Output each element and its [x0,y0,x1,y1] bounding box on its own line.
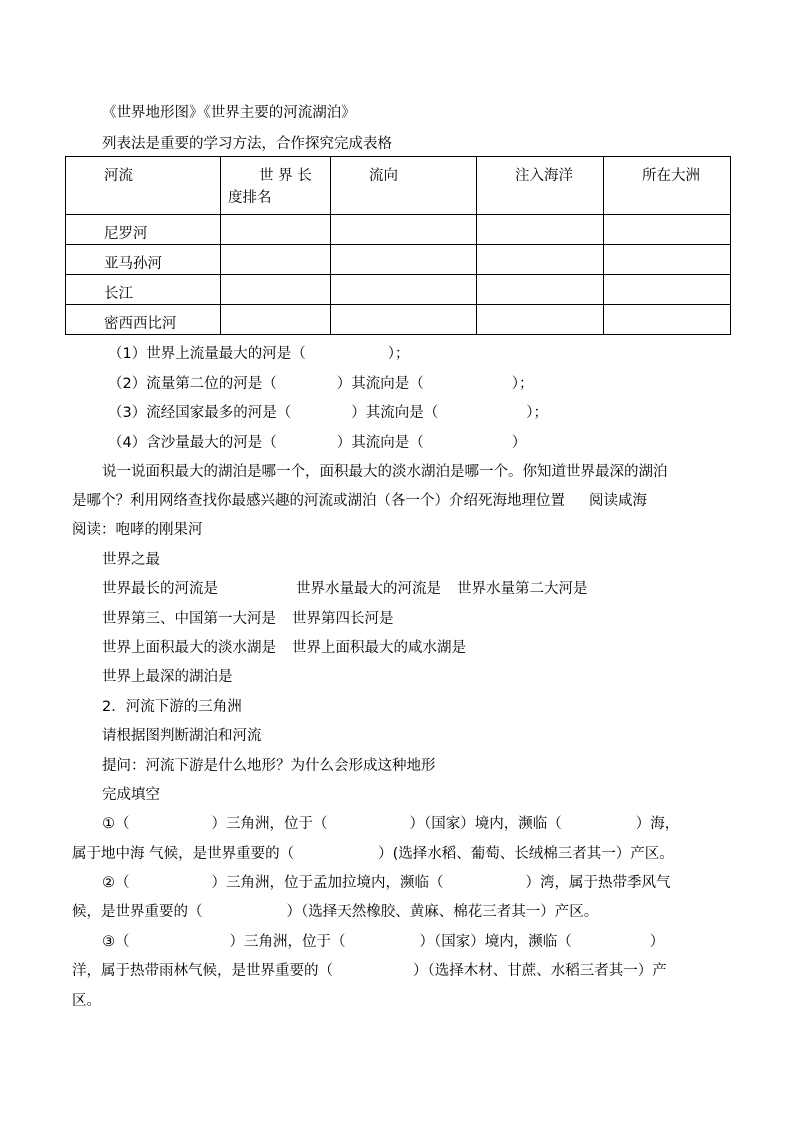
question-3: （3）流经国家最多的河是（ ）其流向是（ ）； [108,405,548,421]
header-cell: 流向 [331,157,477,215]
fill-item-2-cont: 候，是世界重要的（ ）（选择天然橡胶、黄麻、棉花三者其一）产区。 [72,904,599,920]
empty-cell[interactable] [477,305,604,335]
river-name-cell: 长江 [66,275,221,305]
empty-cell[interactable] [477,245,604,275]
question-4: （4）含沙量最大的河是（ ）其流向是（ ） [108,435,527,451]
fill-item-3: ③（ ）三角洲，位于（ ）（国家）境内，濒临（ ） [102,934,665,950]
empty-cell[interactable] [221,275,331,305]
records-line: 世界最长的河流是 世界水量最大的河流是 世界水量第二大河是 [102,581,588,597]
section-line: 请根据图判断湖泊和河流 [102,728,262,744]
section-line: 提问：河流下游是什么地形？为什么会形成这种地形 [102,758,436,774]
table-row [66,215,731,245]
empty-cell[interactable] [331,275,477,305]
table-row [66,245,731,275]
document-title: 《世界地形图》《世界主要的河流湖泊》 [102,105,356,121]
empty-cell[interactable] [477,275,604,305]
empty-cell[interactable] [604,245,731,275]
section-title: 2．河流下游的三角洲 [102,699,242,715]
records-line: 世界第三、中国第一大河是 世界第四长河是 [102,611,394,627]
intro-line: 列表法是重要的学习方法，合作探究完成表格 [102,136,392,152]
table-header-row [66,157,731,215]
header-cell: 河流 [66,157,221,215]
records-line: 世界上最深的湖泊是 [102,669,233,685]
empty-cell[interactable] [221,245,331,275]
river-name-cell: 亚马孙河 [66,245,221,275]
paragraph-line: 是哪个？利用网络查找你最感兴趣的河流或湖泊（各一个）介绍死海地理位置 阅读咸海 [72,493,647,509]
river-table [65,156,731,335]
fill-item-3-end: 区。 [72,993,101,1009]
fill-item-2: ②（ ）三角洲，位于孟加拉境内，濒临（ ）湾，属于热带季风气 [102,875,671,891]
section-line: 完成填空 [102,787,160,803]
river-name-cell: 尼罗河 [66,215,221,245]
empty-cell[interactable] [604,215,731,245]
header-cell: 世 界 长 度排名 [221,157,331,215]
records-heading: 世界之最 [102,552,160,568]
header-cell: 所在大洲 [604,157,731,215]
fill-item-1-cont: 属于地中海 气候，是世界重要的（ ）(选择水稻、葡萄、长绒棉三者其一）产区。 [72,846,674,862]
empty-cell[interactable] [604,305,731,335]
question-1: （1）世界上流量最大的河是（ ）； [108,346,410,362]
empty-cell[interactable] [331,305,477,335]
river-name-cell: 密西西比河 [66,305,221,335]
paragraph-line: 阅读：咆哮的刚果河 [72,522,203,538]
empty-cell[interactable] [331,215,477,245]
empty-cell[interactable] [604,275,731,305]
empty-cell[interactable] [221,305,331,335]
records-line: 世界上面积最大的淡水湖是 世界上面积最大的咸水湖是 [102,640,466,656]
empty-cell[interactable] [477,215,604,245]
table-row [66,305,731,335]
empty-cell[interactable] [221,215,331,245]
question-2: （2）流量第二位的河是（ ）其流向是（ ）； [108,376,534,392]
paragraph-line: 说一说面积最大的湖泊是哪一个，面积最大的淡水湖泊是哪一个。你知道世界最深的湖泊 [102,464,668,480]
fill-item-3-cont: 洋，属于热带雨林气候，是世界重要的（ ）（选择木材、甘蔗、水稻三者其一）产 [72,963,667,979]
fill-item-1: ①（ ）三角洲，位于（ ）（国家）境内，濒临（ ）海， [102,816,680,832]
empty-cell[interactable] [331,245,477,275]
table-row [66,275,731,305]
header-cell: 注入海洋 [477,157,604,215]
